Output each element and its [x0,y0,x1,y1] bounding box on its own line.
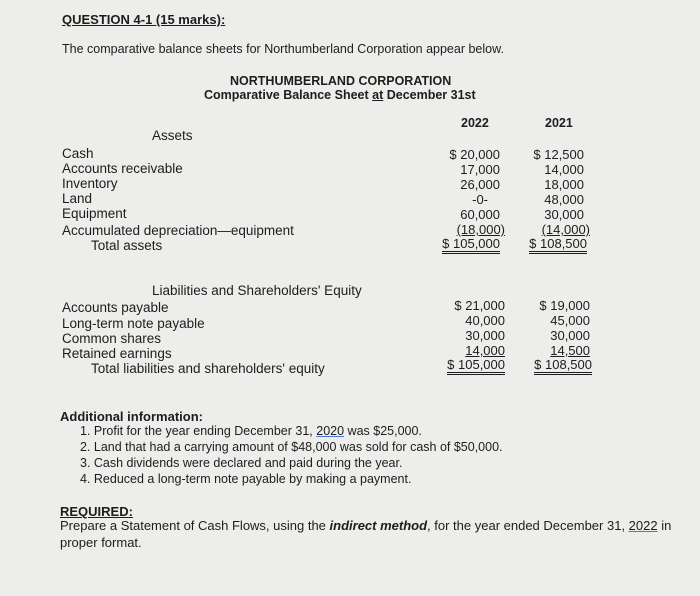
asset-row-label: Cash [62,146,94,161]
liability-value-2022: 40,000 [465,313,505,328]
asset-row-label: Equipment [62,206,127,221]
additional-item-1: 1. Profit for the year ending December 31, 2020 was $25,000. [80,424,422,438]
assets-heading: Assets [152,128,193,143]
additional-item-3: 3. Cash dividends were declared and paid during the year. [80,456,403,470]
question-title: QUESTION 4-1 (15 marks): [62,12,226,27]
asset-row-label: Accounts receivable [62,161,183,176]
asset-row-label: Inventory [62,176,118,191]
liability-value-2022: $ 21,000 [454,298,505,313]
asset-value-2021: (14,000) [541,222,590,237]
asset-value-2021: 30,000 [544,207,584,222]
additional-info-title: Additional information: [60,409,203,424]
liability-value-2021: 30,000 [550,328,590,343]
liability-value-2021: 45,000 [550,313,590,328]
year-2021-header: 2021 [545,116,573,130]
asset-value-2021: 14,000 [544,162,584,177]
total-liabilities-2022: $ 105,000 [447,358,505,375]
total-assets-2022: $ 105,000 [442,237,500,254]
liability-row-label: Common shares [62,331,162,346]
additional-item-2: 2. Land that had a carrying amount of $48,000 was sold for cash of $50,000. [80,440,503,454]
required-title: REQUIRED: [60,504,133,519]
total-liabilities-2021: $ 108,500 [534,358,592,375]
total-assets-2021: $ 108,500 [529,237,587,254]
asset-value-2022: (18,000) [456,222,505,237]
asset-row-label: Accumulated depreciation—equipment [62,223,294,238]
asset-value-2022: -0- [472,192,488,207]
liability-row-label: Retained earnings [62,346,172,361]
asset-value-2022: 17,000 [460,162,500,177]
liability-value-2021: 14,500 [550,343,590,358]
liability-row-label: Accounts payable [62,300,169,315]
liability-value-2021: $ 19,000 [539,298,590,313]
asset-value-2021: 48,000 [544,192,584,207]
liabilities-heading: Liabilities and Shareholders' Equity [152,283,362,298]
question-intro: The comparative balance sheets for Northumberland Corporation appear below. [62,42,504,56]
company-name: NORTHUMBERLAND CORPORATION [230,74,452,88]
liability-value-2022: 30,000 [465,328,505,343]
asset-value-2022: $ 20,000 [449,147,500,162]
liability-value-2022: 14,000 [465,343,505,358]
liability-row-label: Long-term note payable [62,316,205,331]
asset-row-label: Land [62,191,93,206]
year-2022-header: 2022 [461,116,489,130]
asset-value-2021: 18,000 [544,177,584,192]
required-text: Prepare a Statement of Cash Flows, using the indirect method, for the year ended December 31, 2022 in proper format. [60,518,672,550]
total-liabilities-label: Total liabilities and shareholders' equity [91,361,325,376]
asset-value-2021: $ 12,500 [533,147,584,162]
asset-value-2022: 60,000 [460,207,500,222]
sheet-title: Comparative Balance Sheet at December 31st [204,88,476,102]
asset-value-2022: 26,000 [460,177,500,192]
total-assets-label: Total assets [91,238,163,253]
additional-item-4: 4. Reduced a long-term note payable by making a payment. [80,472,412,486]
